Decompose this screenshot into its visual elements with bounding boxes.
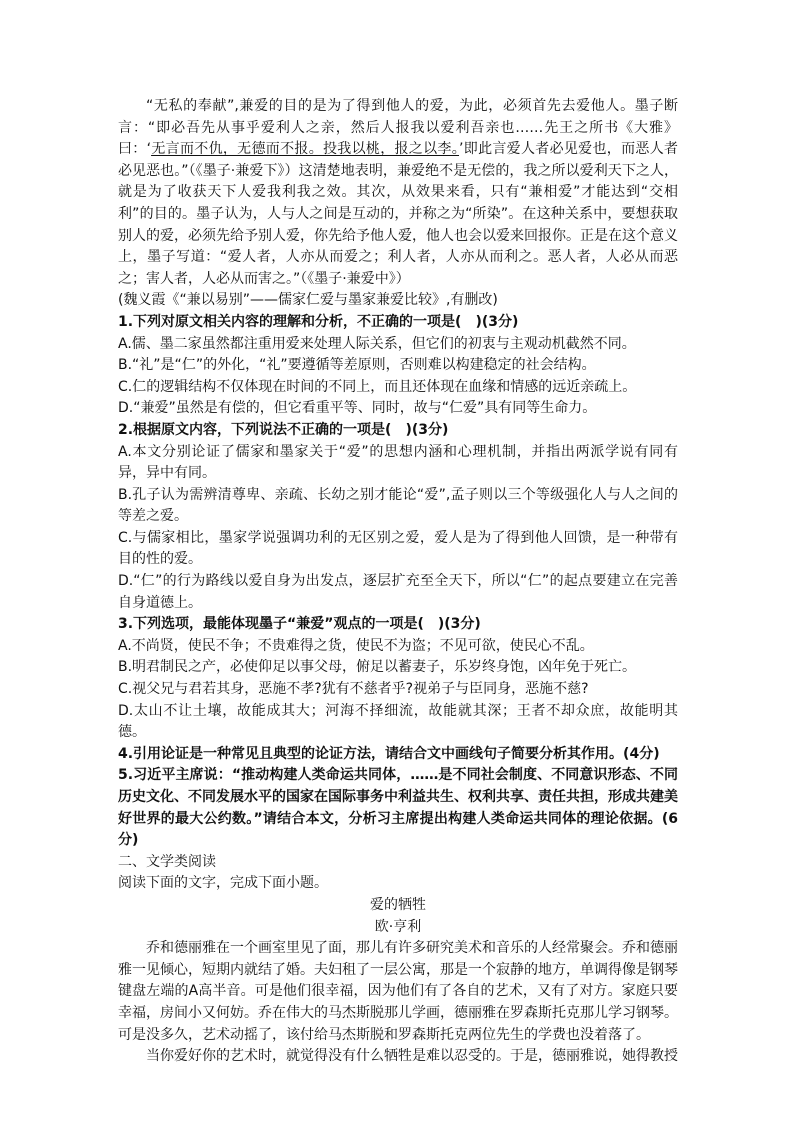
question-1-stem: 1.下列对原文相关内容的理解和分析，不正确的一项是( )(3分) — [118, 313, 519, 330]
question-2-option-c: C.与儒家相比，墨家学说强调功利的无区别之爱，爱人是为了得到他人回馈，是一种带有目的性的爱。 — [118, 529, 678, 568]
passage-text: “无私的奉献”,兼爱的目的是为了得到他人的爱，为此，必须首先去爱他人。墨子断言：“即必吾先从事乎爱利人之亲，然后人报我以爱利吾亲也……先王之所书《大雅》曰：‘ — [118, 98, 678, 158]
section-heading: 二、文学类阅读 — [118, 853, 216, 870]
question-2-option-b: B.孔子认为需辨清尊卑、亲疏、长幼之别才能论“爱”,孟子则以三个等级强化人与人之间的等差之爱。 — [118, 486, 678, 525]
story-author: 欧·亨利 — [374, 918, 422, 935]
question-4-stem: 4.引用论证是一种常见且典型的论证方法，请结合文中画线句子简要分析其作用。(4分) — [118, 745, 660, 762]
passage-source: (魏义霞《“兼以易别”——儒家仁爱与墨家兼爱比较》,有删改) — [118, 292, 498, 309]
question-5-stem: 5.习近平主席说：“推动构建人类命运共同体，……是不同社会制度、不同意识形态、不同历史文化、不同发展水平的国家在国际事务中利益共生、权利共享、责任共担，形成共建美好世界的最大公约数。”请结合本文，分析习主席提出构建人类命运共同体的理论依据。(6分) — [118, 767, 678, 849]
underlined-quote: 无言而不仇，无德而不报。投我以桃，报之以李。 — [151, 141, 460, 158]
question-3-option-a: A.不尚贤，使民不争；不贵难得之货，使民不为盗；不见可欲，使民心不乱。 — [118, 637, 594, 654]
question-2-stem: 2.根据原文内容，下列说法不正确的一项是( )(3分) — [118, 421, 449, 438]
story-title: 爱的牺牲 — [370, 896, 426, 913]
question-3-option-b: B.明君制民之产，必使仰足以事父母，俯足以蓄妻子，乐岁终身饱，凶年免于死亡。 — [118, 659, 637, 676]
section-instruction: 阅读下面的文字，完成下面小题。 — [118, 875, 328, 892]
story-paragraph: 乔和德丽雅在一个画室里见了面，那儿有许多研究美术和音乐的人经常聚会。乔和德丽雅一见倾心，短期内就结了婚。夫妇租了一层公寓，那是一个寂静的地方，单调得像是钢琴键盘左端的A高半音。可是他们很幸福，因为他们有了各自的艺术，又有了对方。家庭只要幸福，房间小又何妨。乔在伟大的马杰斯脱那儿学画，德丽雅在罗森斯托克那儿学习钢琴。可是没多久，艺术动摇了，该付给马杰斯脱和罗森斯托克两位先生的学费也没着落了。 — [118, 940, 678, 1043]
document-content — [118, 96, 678, 1068]
passage-text: ’即此言爱人者必见爱也，而恶人者必见恶也。”（《墨子·兼爱下》）这清楚地表明，兼爱绝不是无偿的，我之所以爱利天下之人，就是为了收获天下人爱我利我之效。其次，从效果来看，只有“兼相爱”才能达到“交相利”的目的。墨子认为，人与人之间是互动的，并称之为“所染”。在这种关系中，要想获取别人的爱，必须先给予别人爱，你先给予他人爱，他人也会以爱来回报你。正是在这个意义上，墨子写道：“爱人者，人亦从而爱之；利人者，人亦从而利之。恶人者，人必从而恶之；害人者，人必从而害之。”（《墨子·兼爱中》） — [118, 141, 679, 287]
question-2-option-d: D.“仁”的行为路线以爱自身为出发点，逐层扩充至全天下，所以“仁”的起点要建立在完善自身道德上。 — [118, 573, 678, 611]
story-paragraph: 当你爱好你的艺术时，就觉得没有什么牺牲是难以忍受的。于是，德丽雅说，她得教授 — [146, 1048, 678, 1065]
passage-paragraph — [118, 96, 678, 290]
question-1-option-a: A.儒、墨二家虽然都注重用爱来处理人际关系，但它们的初衷与主观动机截然不同。 — [118, 335, 636, 352]
question-1-option-b: B.“礼”是“仁”的外化，“礼”要遵循等差原则，否则难以构建稳定的社会结构。 — [118, 357, 596, 374]
question-3-stem: 3.下列选项，最能体现墨子“兼爱”观点的一项是( )(3分) — [118, 616, 481, 633]
question-1-option-c: C.仁的逻辑结构不仅体现在时间的不同上，而且还体现在血缘和情感的远近亲疏上。 — [118, 378, 637, 395]
question-3-option-c: C.视父兄与君若其身，恶施不孝?犹有不慈者乎?视弟子与臣同身，恶施不慈? — [118, 681, 589, 698]
question-2-option-a: A.本文分别论证了儒家和墨家关于“爱”的思想内涵和心理机制，并指出两派学说有同有异，异中有同。 — [118, 443, 678, 482]
question-1-option-d: D.“兼爱”虽然是有偿的，但它看重平等、同时，故与“仁爱”具有同等生命力。 — [118, 400, 597, 417]
question-3-option-d: D.太山不让土壤，故能成其大；河海不择细流，故能就其深；王者不却众庶，故能明其德。 — [118, 702, 678, 741]
